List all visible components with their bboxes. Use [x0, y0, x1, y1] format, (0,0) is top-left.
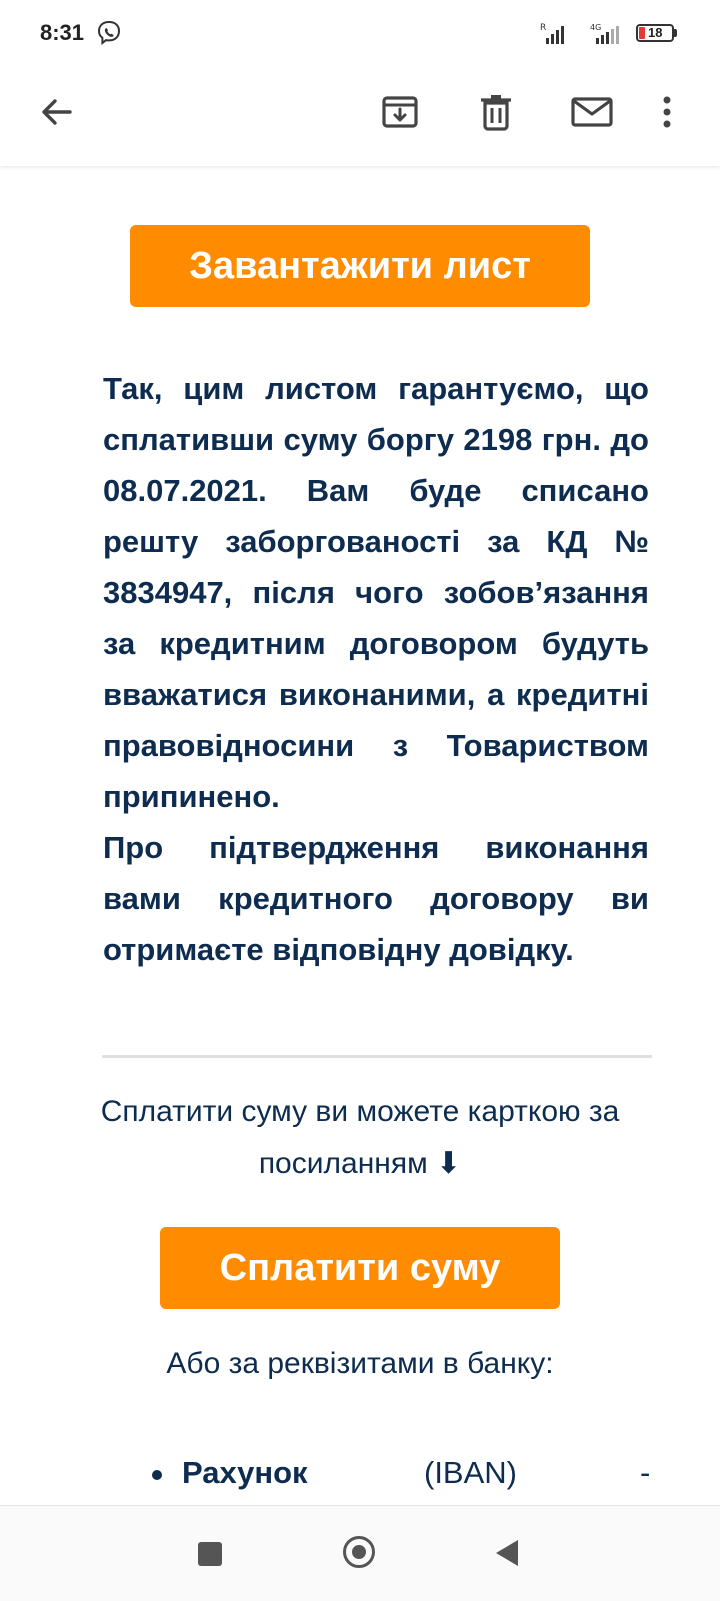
iban-abbr: (IBAN): [424, 1455, 517, 1490]
iban-label: Рахунок: [182, 1455, 308, 1490]
svg-text:4G: 4G: [590, 23, 602, 32]
cellular-signal-icon: [540, 22, 568, 51]
battery-icon: [636, 24, 678, 44]
viber-icon: [96, 20, 122, 51]
recents-icon[interactable]: [198, 1542, 222, 1566]
mail-icon[interactable]: [570, 92, 614, 137]
svg-text:R: R: [540, 23, 547, 33]
email-toolbar: [0, 70, 720, 166]
system-navigation-bar: [0, 1505, 720, 1601]
certificate-paragraph: Про підтвердження виконання вами кредитного договору ви отримаєте відповідну довідку.: [103, 830, 649, 967]
iban-list-item: [152, 1455, 652, 1499]
home-icon[interactable]: [343, 1536, 375, 1568]
delete-icon[interactable]: [476, 92, 516, 137]
status-bar: [0, 0, 720, 70]
more-vert-icon[interactable]: [660, 92, 674, 137]
bullet-icon: [152, 1470, 162, 1480]
status-time: 8:31: [40, 20, 85, 45]
battery-level: 18: [648, 25, 663, 40]
download-letter-button[interactable]: Завантажити лист: [130, 225, 590, 307]
pay-amount-button[interactable]: Сплатити суму: [160, 1227, 560, 1309]
guarantee-paragraph: Так, цим листом гарантуємо, що сплативши суму боргу 2198 грн. до 08.07.2021. Вам буде списано решту заборгованості за КД № 3834947, після чого зобов’язання за кредитним договором будуть вважатися виконаними, а кредитні правовідносини з Товариством припинено.: [103, 371, 649, 814]
archive-icon[interactable]: [380, 92, 420, 137]
bank-details-note: Або за реквізитами в банку:: [166, 1347, 554, 1380]
nav-back-icon[interactable]: [496, 1540, 518, 1566]
pay-by-card-note: Сплатити суму ви можете карткою за посиланням ⬇: [100, 1095, 620, 1180]
iban-dash: -: [640, 1455, 651, 1490]
back-arrow-icon[interactable]: [36, 92, 76, 137]
cellular-4g-signal-icon: [586, 22, 626, 51]
letter-text: [103, 363, 649, 975]
divider: [102, 1055, 652, 1058]
